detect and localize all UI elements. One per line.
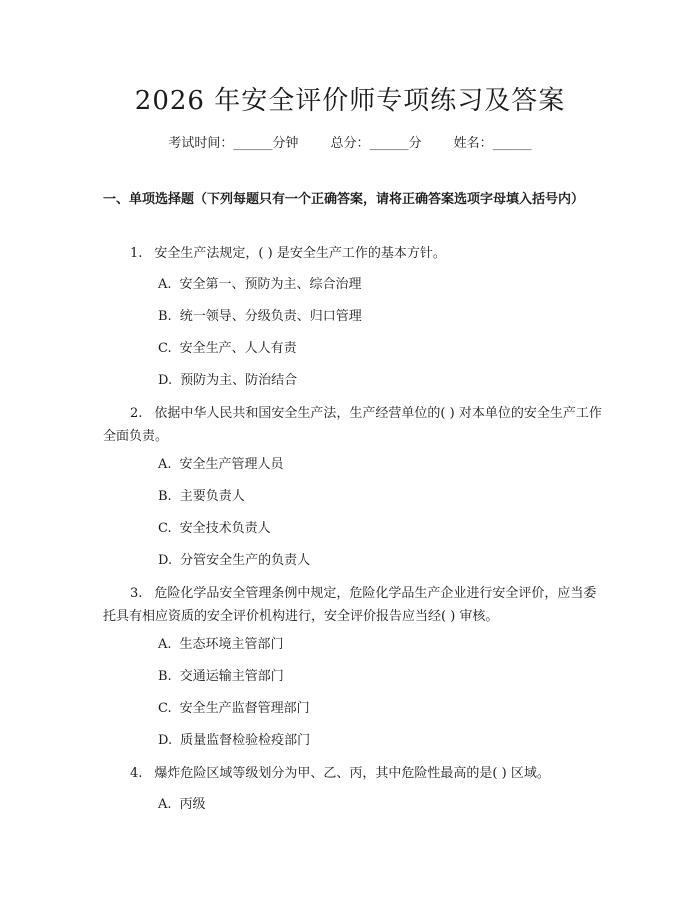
option-letter: A.	[158, 637, 172, 652]
option-text: 安全生产、人人有责	[179, 341, 297, 356]
name-field: 姓名：______	[453, 136, 532, 151]
question-text: 爆炸危险区域等级划分为甲、乙、丙，其中危险性最高的是( ) 区域。	[154, 766, 550, 781]
question-number: 2.	[130, 406, 143, 421]
question-3	[103, 582, 603, 628]
question-2	[103, 402, 603, 448]
question-4	[103, 762, 603, 785]
question-1-option-a	[158, 275, 598, 294]
question-2-option-c	[158, 519, 598, 538]
exam-meta	[0, 132, 700, 151]
document-title: 2026 年安全评价师专项练习及答案	[134, 86, 566, 116]
option-letter: C.	[158, 521, 172, 536]
question-1-option-d	[158, 371, 598, 390]
question-3-option-a	[158, 635, 598, 654]
total-score-field: 总分：______分	[330, 136, 422, 151]
question-text: 危险化学品安全管理条例中规定，危险化学品生产企业进行安全评价，应当委托具有相应资质的安全评价机构进行，安全评价报告应当经( ) 审核。	[103, 586, 597, 624]
option-text: 质量监督检验检疫部门	[180, 733, 311, 748]
option-text: 交通运输主管部门	[179, 669, 284, 684]
option-text: 安全生产管理人员	[179, 457, 284, 472]
question-number: 4.	[130, 766, 143, 781]
option-text: 安全第一、预防为主、综合治理	[179, 277, 362, 292]
option-text: 安全生产监督管理部门	[179, 701, 310, 716]
option-text: 预防为主、防治结合	[180, 373, 298, 388]
option-text: 分管安全生产的负责人	[180, 553, 311, 568]
option-letter: C.	[158, 341, 172, 356]
question-1-option-c	[158, 339, 598, 358]
question-number: 3.	[130, 586, 143, 601]
option-text: 丙级	[179, 797, 206, 812]
question-1	[103, 242, 603, 265]
question-2-option-d	[158, 551, 598, 570]
option-text: 生态环境主管部门	[179, 637, 284, 652]
question-3-option-b	[158, 667, 598, 686]
option-letter: C.	[158, 701, 172, 716]
question-4-option-a	[158, 795, 598, 814]
option-letter: A.	[158, 457, 172, 472]
option-letter: D.	[158, 553, 173, 568]
section-heading: 一、单项选择题（下列每题只有一个正确答案，请将正确答案选项字母填入括号内）	[103, 192, 585, 207]
question-2-option-a	[158, 455, 598, 474]
option-text: 统一领导、分级负责、归口管理	[179, 309, 362, 324]
question-3-option-d	[158, 731, 598, 750]
question-text: 安全生产法规定，( ) 是安全生产工作的基本方针。	[154, 246, 446, 261]
option-letter: B.	[158, 669, 172, 684]
option-letter: D.	[158, 733, 173, 748]
option-letter: B.	[158, 309, 172, 324]
question-text: 依据中华人民共和国安全生产法，生产经营单位的( ) 对本单位的安全生产工作全面负责。	[103, 406, 602, 444]
exam-time-field: 考试时间：______分钟	[168, 136, 299, 151]
option-letter: B.	[158, 489, 172, 504]
question-1-option-b	[158, 307, 598, 326]
option-text: 主要负责人	[179, 489, 245, 504]
option-letter: A.	[158, 797, 172, 812]
question-2-option-b	[158, 487, 598, 506]
question-3-option-c	[158, 699, 598, 718]
question-number: 1.	[130, 246, 143, 261]
option-letter: A.	[158, 277, 172, 292]
option-text: 安全技术负责人	[179, 521, 271, 536]
option-letter: D.	[158, 373, 173, 388]
